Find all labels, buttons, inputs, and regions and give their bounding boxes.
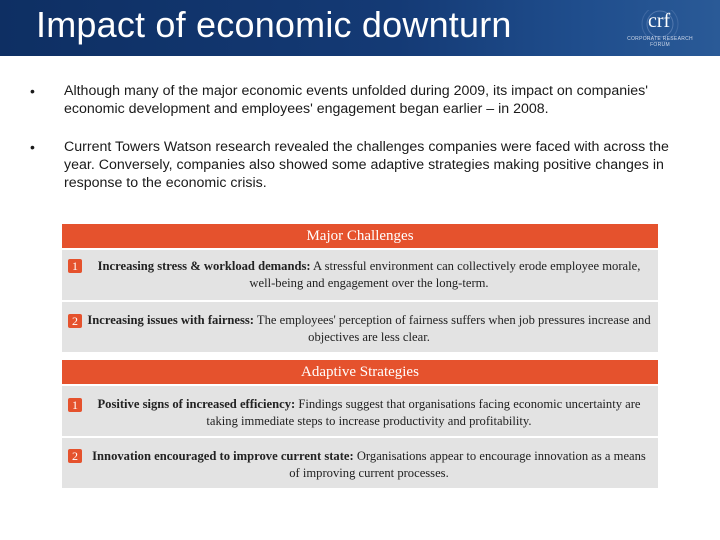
challenge-item <box>62 250 658 302</box>
logo-mark: crf <box>648 10 671 32</box>
page-title: Impact of economic downturn <box>36 4 512 45</box>
bullet-list <box>30 82 690 212</box>
crf-logo <box>620 10 700 48</box>
strategy-item <box>62 438 658 490</box>
item-number-badge: 1 <box>68 398 82 412</box>
challenge-item <box>62 302 658 354</box>
adaptive-strategies-section <box>62 360 658 490</box>
bullet-text: Although many of the major economic events unfolded during 2009, its impact on companies' economic development and employees' engagement began earlier – in 2008. <box>64 83 648 117</box>
item-number-badge: 2 <box>68 449 82 463</box>
logo-subtitle: CORPORATE RESEARCH FORUM <box>627 36 693 48</box>
bullet-marker: • <box>30 83 35 99</box>
bullet-item <box>30 82 690 118</box>
bullet-text: Current Towers Watson research revealed the challenges companies were faced with across the year. Conversely, companies also showed some adaptive strategies making positive changes in response to the economic crisis. <box>64 139 669 191</box>
major-challenges-section <box>62 224 658 354</box>
item-description: The employees' perception of fairness suffers when job pressures increase and objectives are less clear. <box>254 313 651 344</box>
adaptive-strategies-heading: Adaptive Strategies <box>62 360 658 386</box>
item-title: Increasing stress & workload demands: <box>97 259 311 273</box>
item-number-badge: 2 <box>68 314 82 328</box>
strategy-item <box>62 386 658 438</box>
item-title: Positive signs of increased efficiency: <box>97 397 296 411</box>
item-description: A stressful environment can collectively erode employee morale, well-being and engagement over the long-term. <box>249 259 641 290</box>
item-text <box>86 258 652 292</box>
item-description: Findings suggest that organisations facing economic uncertainty are taking immediate steps to increase productivity and profitability. <box>206 397 641 428</box>
major-challenges-heading: Major Challenges <box>62 224 658 250</box>
item-text <box>86 312 652 346</box>
item-description: Organisations appear to encourage innovation as a means of improving current processes. <box>289 449 646 480</box>
bullet-marker: • <box>30 139 35 155</box>
item-title: Innovation encouraged to improve current state: <box>92 449 354 463</box>
item-title: Increasing issues with fairness: <box>87 313 255 327</box>
title-banner <box>0 0 720 56</box>
item-text <box>86 448 652 482</box>
bullet-item <box>30 138 690 192</box>
item-number-badge: 1 <box>68 259 82 273</box>
item-text <box>86 396 652 430</box>
